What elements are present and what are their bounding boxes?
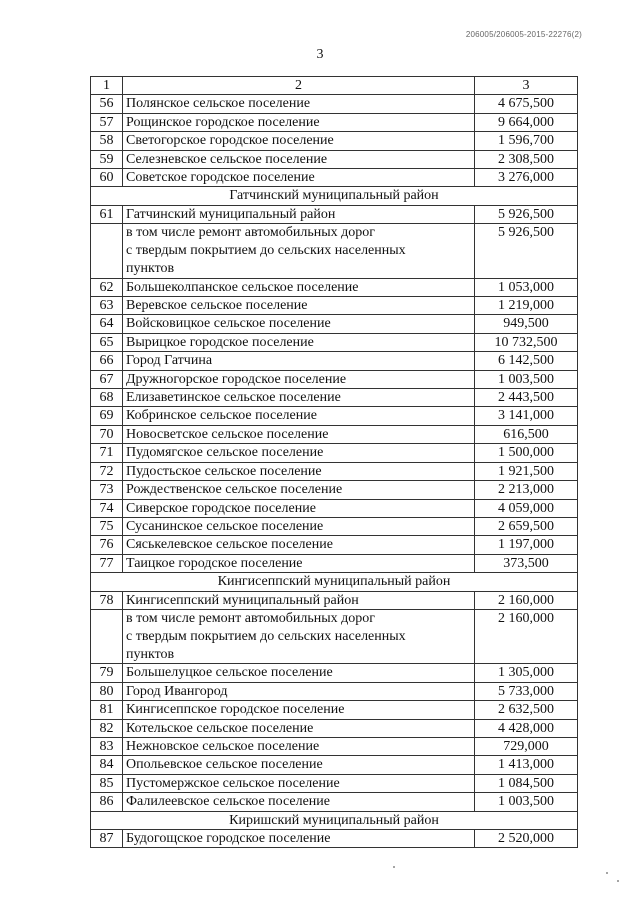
row-number: 83 — [91, 737, 123, 755]
row-name: Большеколпанское сельское поселение — [123, 278, 475, 296]
table-row — [91, 352, 578, 370]
row-value: 1 921,500 — [475, 462, 578, 480]
row-number: 64 — [91, 315, 123, 333]
row-name: Полянское сельское поселение — [123, 95, 475, 113]
table-row — [91, 793, 578, 811]
row-value: 1 053,000 — [475, 278, 578, 296]
row-number: 75 — [91, 517, 123, 535]
row-number: 77 — [91, 554, 123, 572]
row-value: 949,500 — [475, 315, 578, 333]
detail-line: с твердым покрытием до сельских населенных — [126, 243, 406, 259]
header-col-value: 3 — [475, 77, 578, 95]
scan-speck — [393, 866, 395, 868]
row-value: 10 732,500 — [475, 333, 578, 351]
detail-line: в том числе ремонт автомобильных дорог — [126, 610, 376, 626]
row-value: 2 520,000 — [475, 830, 578, 848]
row-name: Светогорское городское поселение — [123, 132, 475, 150]
allocation-table-body — [91, 77, 578, 848]
table-row — [91, 278, 578, 296]
row-number: 85 — [91, 774, 123, 792]
detail-line: с твердым покрытием до сельских населенных — [126, 628, 406, 644]
section-row — [91, 573, 578, 591]
row-value: 616,500 — [475, 425, 578, 443]
detail-line: пунктов — [126, 260, 175, 276]
row-number: 70 — [91, 425, 123, 443]
row-name: Гатчинский муниципальный район — [123, 205, 475, 223]
row-name: Вырицкое городское поселение — [123, 333, 475, 351]
row-number: 82 — [91, 719, 123, 737]
row-name: Кингисеппское городское поселение — [123, 701, 475, 719]
row-name: Пудостьское сельское поселение — [123, 462, 475, 480]
row-name: Кобринское сельское поселение — [123, 407, 475, 425]
row-value: 9 664,000 — [475, 113, 578, 131]
table-row — [91, 297, 578, 315]
scan-speck — [617, 880, 619, 882]
row-name: Сусанинское сельское поселение — [123, 517, 475, 535]
row-value: 1 197,000 — [475, 536, 578, 554]
row-number: 65 — [91, 333, 123, 351]
table-row — [91, 205, 578, 223]
table-row — [91, 370, 578, 388]
section-row — [91, 811, 578, 829]
row-name: Елизаветинское сельское поселение — [123, 389, 475, 407]
page-number: 3 — [316, 47, 324, 62]
row-value: 6 142,500 — [475, 352, 578, 370]
row-name: Таицкое городское поселение — [123, 554, 475, 572]
row-name: Нежновское сельское поселение — [123, 737, 475, 755]
row-name: Фалилеевское сельское поселение — [123, 793, 475, 811]
row-name: Рождественское сельское поселение — [123, 481, 475, 499]
row-number: 86 — [91, 793, 123, 811]
row-number: 68 — [91, 389, 123, 407]
row-number: 71 — [91, 444, 123, 462]
detail-row — [91, 224, 578, 278]
row-value: 5 733,000 — [475, 682, 578, 700]
row-number: 79 — [91, 664, 123, 682]
row-value: 373,500 — [475, 554, 578, 572]
table-row — [91, 444, 578, 462]
row-number: 80 — [91, 682, 123, 700]
row-value: 2 308,500 — [475, 150, 578, 168]
table-row — [91, 389, 578, 407]
table-row — [91, 499, 578, 517]
row-name: Город Ивангород — [123, 682, 475, 700]
table-row — [91, 315, 578, 333]
table-row — [91, 481, 578, 499]
row-number: 69 — [91, 407, 123, 425]
section-title: Гатчинский муниципальный район — [91, 187, 578, 205]
row-name: Пустомержское сельское поселение — [123, 774, 475, 792]
row-number — [91, 609, 123, 663]
row-name: Рощинское городское поселение — [123, 113, 475, 131]
table-row — [91, 756, 578, 774]
row-value: 1 219,000 — [475, 297, 578, 315]
row-value: 4 059,000 — [475, 499, 578, 517]
row-number: 58 — [91, 132, 123, 150]
row-value: 3 276,000 — [475, 169, 578, 187]
table-row — [91, 113, 578, 131]
row-number: 72 — [91, 462, 123, 480]
row-value: 1 003,500 — [475, 370, 578, 388]
header-col-number: 1 — [91, 77, 123, 95]
row-value: 1 413,000 — [475, 756, 578, 774]
row-number: 59 — [91, 150, 123, 168]
row-value: 5 926,500 — [475, 224, 578, 278]
row-number: 60 — [91, 169, 123, 187]
detail-description — [123, 224, 475, 278]
row-number: 63 — [91, 297, 123, 315]
row-name: Будогощское городское поселение — [123, 830, 475, 848]
section-title: Кингисеппский муниципальный район — [91, 573, 578, 591]
row-number: 84 — [91, 756, 123, 774]
row-number: 57 — [91, 113, 123, 131]
row-value: 3 141,000 — [475, 407, 578, 425]
scan-speck — [606, 872, 608, 874]
row-value: 1 305,000 — [475, 664, 578, 682]
table-row — [91, 132, 578, 150]
table-row — [91, 719, 578, 737]
row-value: 2 443,500 — [475, 389, 578, 407]
row-name: Пудомягское сельское поселение — [123, 444, 475, 462]
row-name: Войсковицкое сельское поселение — [123, 315, 475, 333]
header-col-name: 2 — [123, 77, 475, 95]
row-name: Большелуцкое сельское поселение — [123, 664, 475, 682]
table-row — [91, 737, 578, 755]
table-row — [91, 425, 578, 443]
row-name: Сяськелевское сельское поселение — [123, 536, 475, 554]
row-value: 1 084,500 — [475, 774, 578, 792]
row-number: 81 — [91, 701, 123, 719]
row-value: 1 596,700 — [475, 132, 578, 150]
row-name: Селезневское сельское поселение — [123, 150, 475, 168]
row-number: 66 — [91, 352, 123, 370]
table-row — [91, 536, 578, 554]
table-row — [91, 169, 578, 187]
row-name: Котельское сельское поселение — [123, 719, 475, 737]
table-row — [91, 554, 578, 572]
table-row — [91, 664, 578, 682]
section-title: Киришский муниципальный район — [91, 811, 578, 829]
table-row — [91, 333, 578, 351]
row-number: 62 — [91, 278, 123, 296]
table-row — [91, 462, 578, 480]
row-value: 2 659,500 — [475, 517, 578, 535]
row-name: Дружногорское городское поселение — [123, 370, 475, 388]
row-number: 74 — [91, 499, 123, 517]
row-number: 87 — [91, 830, 123, 848]
table-row — [91, 830, 578, 848]
detail-description — [123, 609, 475, 663]
row-name: Кингисеппский муниципальный район — [123, 591, 475, 609]
row-value: 4 428,000 — [475, 719, 578, 737]
document-reference: 206005/206005-2015-22276(2) — [465, 30, 582, 39]
row-name: Опольевское сельское поселение — [123, 756, 475, 774]
row-name: Новосветское сельское поселение — [123, 425, 475, 443]
table-row — [91, 517, 578, 535]
row-number: 67 — [91, 370, 123, 388]
row-value: 729,000 — [475, 737, 578, 755]
detail-line: пунктов — [126, 646, 175, 662]
section-row — [91, 187, 578, 205]
table-row — [91, 95, 578, 113]
row-number — [91, 224, 123, 278]
row-number: 78 — [91, 591, 123, 609]
row-number: 73 — [91, 481, 123, 499]
detail-row — [91, 609, 578, 663]
row-number: 56 — [91, 95, 123, 113]
row-value: 2 632,500 — [475, 701, 578, 719]
table-row — [91, 682, 578, 700]
table-row — [91, 774, 578, 792]
row-value: 5 926,500 — [475, 205, 578, 223]
row-number: 76 — [91, 536, 123, 554]
row-value: 1 003,500 — [475, 793, 578, 811]
row-name: Сиверское городское поселение — [123, 499, 475, 517]
table-row — [91, 407, 578, 425]
row-value: 2 213,000 — [475, 481, 578, 499]
allocation-table — [90, 76, 578, 848]
row-number: 61 — [91, 205, 123, 223]
row-value: 1 500,000 — [475, 444, 578, 462]
table-row — [91, 150, 578, 168]
row-name: Советское городское поселение — [123, 169, 475, 187]
row-name: Веревское сельское поселение — [123, 297, 475, 315]
header-row — [91, 77, 578, 95]
row-value: 2 160,000 — [475, 591, 578, 609]
row-name: Город Гатчина — [123, 352, 475, 370]
row-value: 4 675,500 — [475, 95, 578, 113]
detail-line: в том числе ремонт автомобильных дорог — [126, 225, 376, 241]
row-value: 2 160,000 — [475, 609, 578, 663]
table-row — [91, 701, 578, 719]
table-row — [91, 591, 578, 609]
